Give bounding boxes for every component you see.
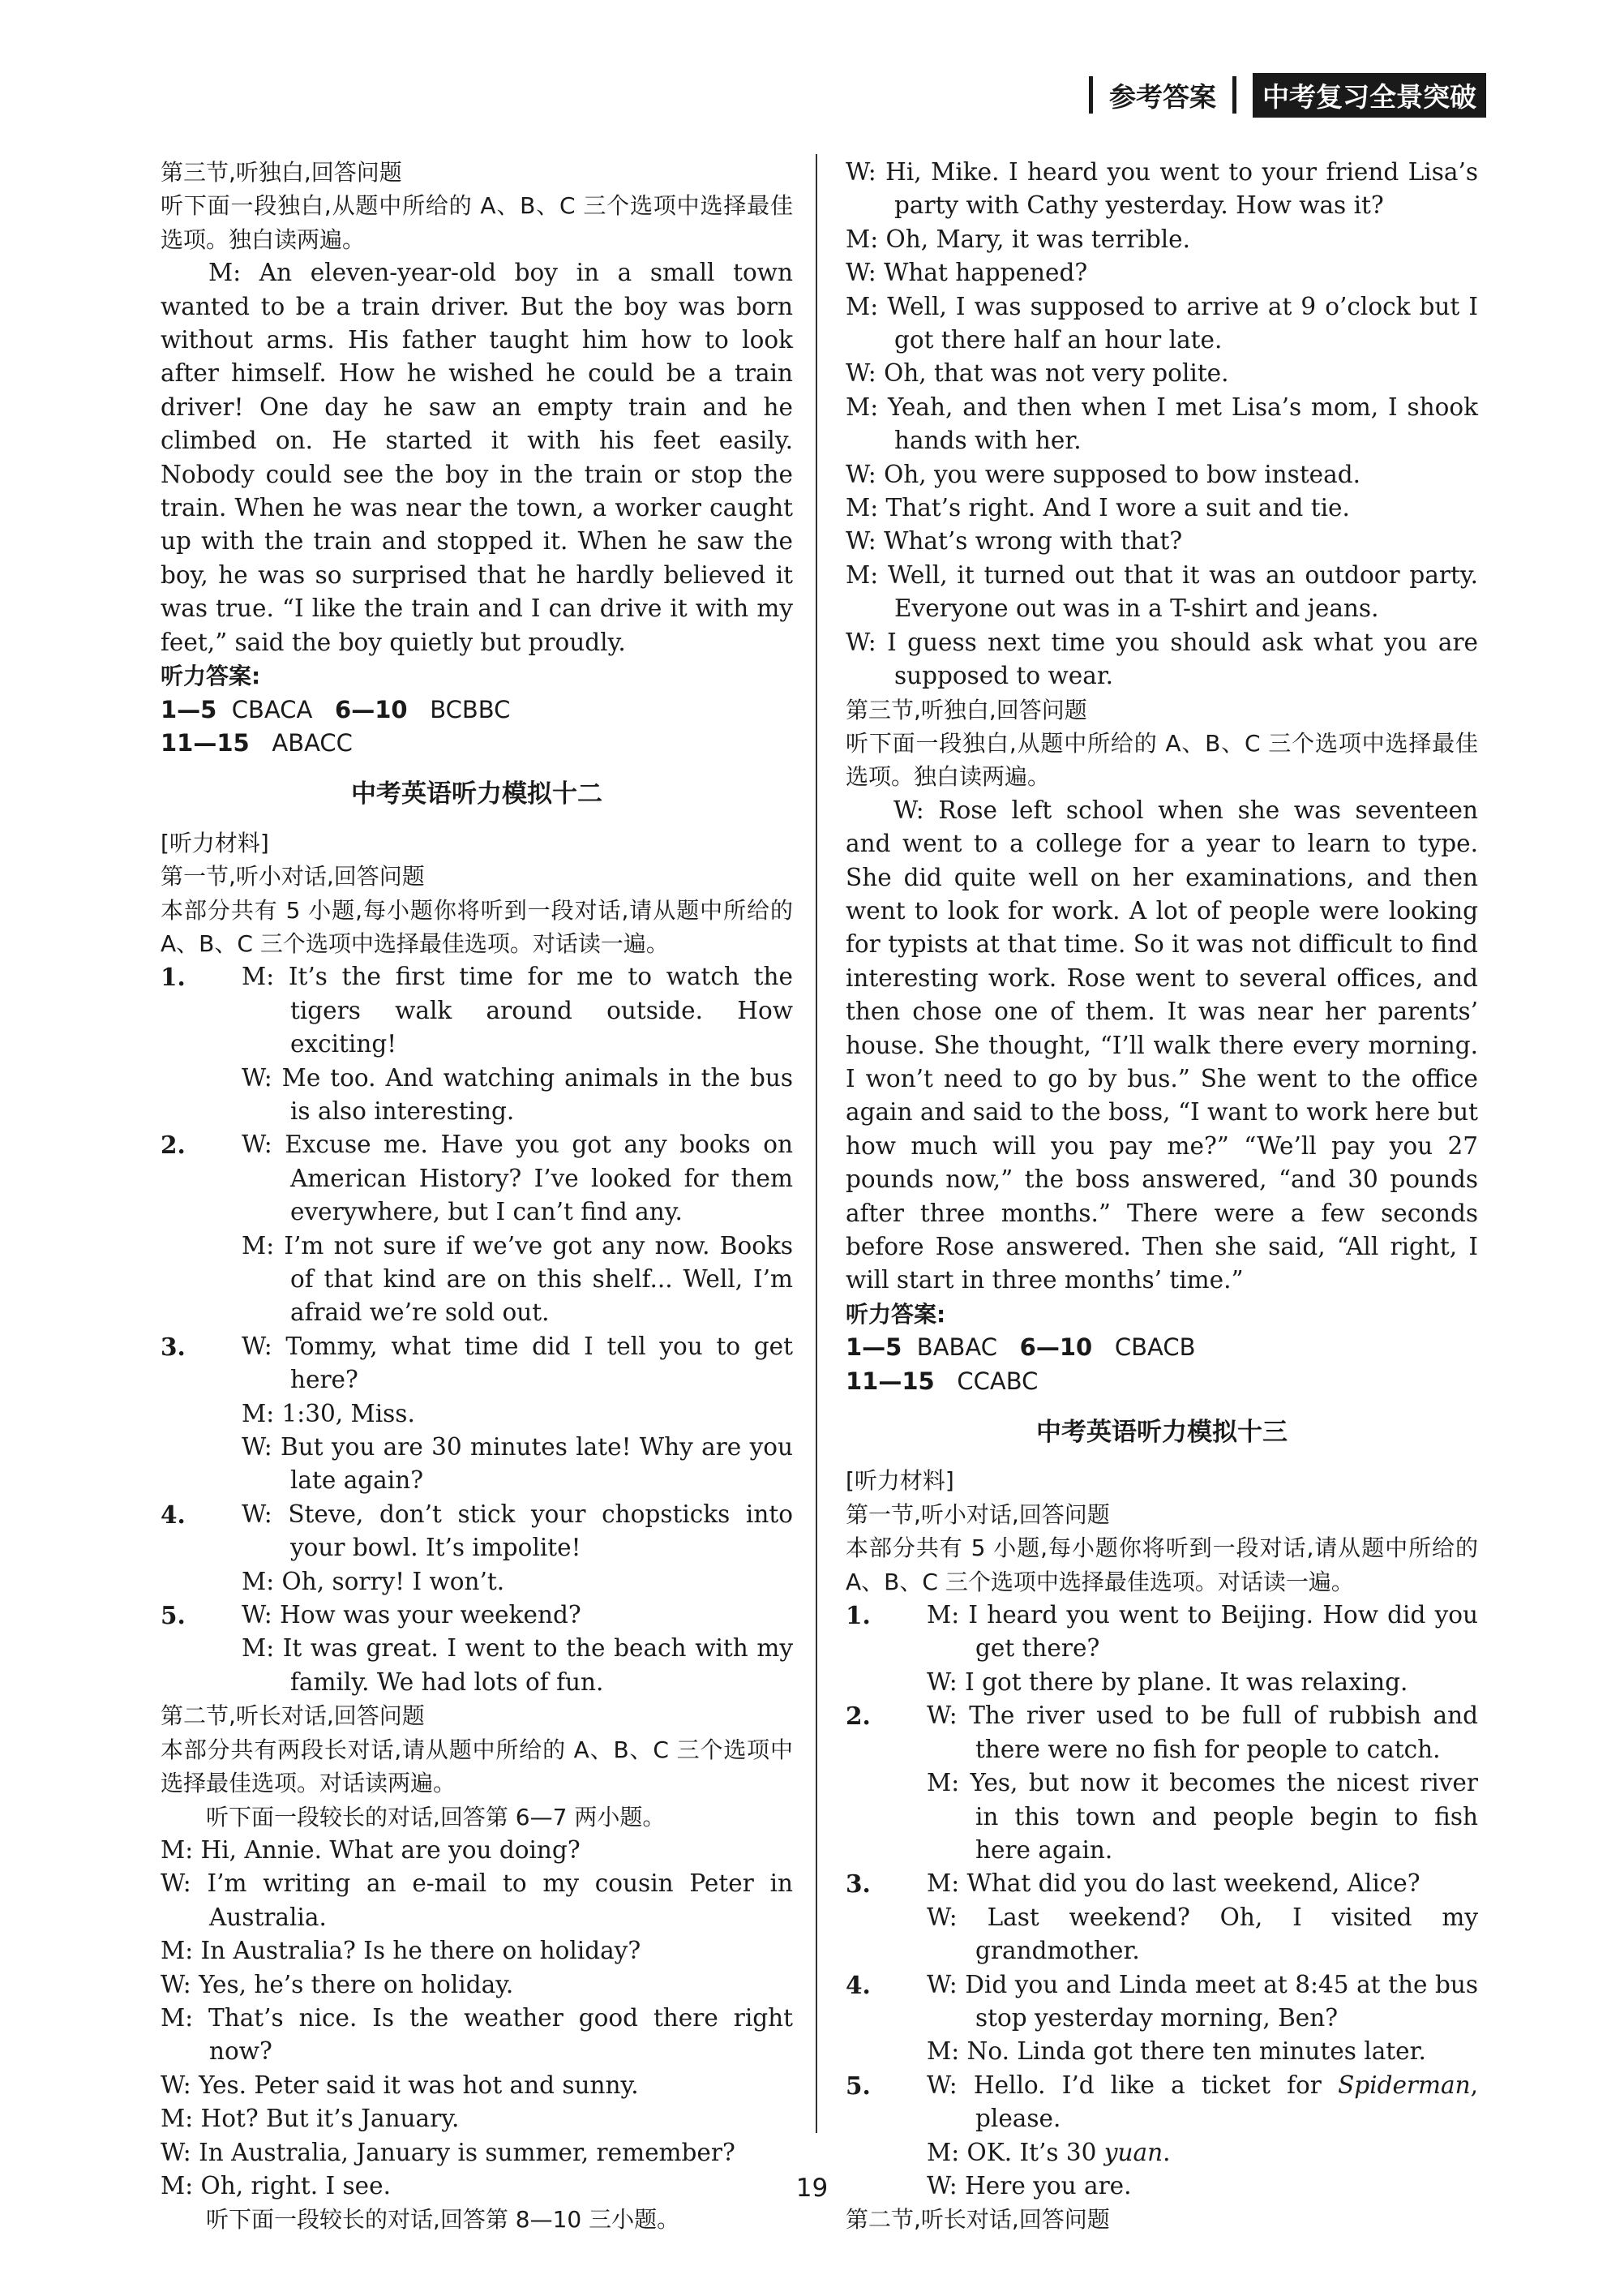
dialogue-line: W: I got there by plane. It was relaxing.: [927, 1667, 1408, 1696]
question-item: [846, 1867, 1478, 1968]
page-header: [1089, 75, 1486, 115]
dialogue-line: W: How was your weekend?: [242, 1601, 581, 1629]
dialogue-line: W: Tommy, what time did I tell you to get here?: [242, 1332, 793, 1394]
dialogue-line: M: 1:30, Miss.: [242, 1399, 415, 1427]
header-book-title: 中考复习全景突破: [1253, 73, 1486, 118]
dialogue-line: M: Yes, but now it becomes the nicest river in this town and people begin to fish here again.: [927, 1769, 1478, 1864]
answer-key: ABACC: [272, 728, 353, 757]
dialogue-line: M: What did you do last weekend, Alice?: [927, 1869, 1420, 1898]
answer-key: CBACB: [1114, 1333, 1196, 1362]
section-instructions: 本部分共有 5 小题,每小题你将听到一段对话,请从题中所给的 A、B、C 三个选项中选择最佳选项。对话读一遍。: [846, 1534, 1478, 1595]
question-number: 3.: [846, 1869, 871, 1899]
section-instructions: 听下面一段独白,从题中所给的 A、B、C 三个选项中选择最佳选项。独白读两遍。: [846, 729, 1478, 791]
section-heading: 第二节,听长对话,回答问题: [846, 2206, 1110, 2234]
section-heading: 第一节,听小对话,回答问题: [161, 863, 425, 891]
answer-range: 1—5: [161, 695, 217, 723]
section-instructions: 本部分共有两段长对话,请从题中所给的 A、B、C 三个选项中选择最佳选项。对话读两遍。: [161, 1736, 793, 1797]
header-divider: [1089, 76, 1093, 114]
column-divider: [816, 154, 817, 2133]
answer-line: [161, 693, 793, 727]
question-item: [846, 1699, 1478, 1867]
test-title: 中考英语听力模拟十三: [1036, 1418, 1288, 1448]
dialogue-text: , please.: [975, 2071, 1478, 2133]
answer-line: [846, 1331, 1478, 1364]
dialogue-line: M: Well, it turned out that it was an outdoor party. Everyone out was in a T-shirt and jeans.: [846, 560, 1478, 623]
question-item: [161, 1128, 793, 1329]
question-item: [161, 1498, 793, 1599]
dialogue-line: W: Hi, Mike. I heard you went to your friend Lisa’s party with Cathy yesterday. How was it?: [846, 158, 1478, 220]
dialogue-line: W: Me too. And watching animals in the bus is also interesting.: [242, 1063, 793, 1125]
question-number: 3.: [161, 1332, 186, 1361]
question-number: 4.: [161, 1500, 186, 1529]
section-heading: 第一节,听小对话,回答问题: [846, 1500, 1110, 1528]
test-title: 中考英语听力模拟十二: [351, 779, 602, 809]
dialogue-line: M: Well, I was supposed to arrive at 9 o’clock but I got there half an hour late.: [846, 292, 1478, 354]
header-divider: [1232, 76, 1236, 114]
dialogue-line: W: What happened?: [846, 259, 1088, 287]
question-item: [161, 960, 793, 1128]
dialogue-line: M: Yeah, and then when I met Lisa’s mom, I shook hands with her.: [846, 393, 1478, 455]
dialogue-instructions: 听下面一段较长的对话,回答第 6—7 两小题。: [206, 1803, 666, 1830]
dialogue-line: W: Excuse me. Have you got any books on American History? I’ve looked for them everywhere, but I can’t find any.: [242, 1131, 793, 1226]
dialogue-line: [927, 2136, 1478, 2170]
answer-key: BABAC: [916, 1333, 998, 1362]
answer-range: 11—15: [846, 1367, 935, 1395]
dialogue-line: W: Yes, he’s there on holiday.: [161, 1970, 514, 1998]
dialogue-line: M: Oh, Mary, it was terrible.: [846, 225, 1190, 253]
dialogue-line: W: But you are 30 minutes late! Why are you late again?: [242, 1433, 793, 1495]
answer-key: BCBBC: [430, 695, 511, 723]
dialogue-line: M: That’s nice. Is the weather good there right now?: [161, 2003, 793, 2066]
question-item: [161, 1599, 793, 1699]
answer-line: [846, 1365, 1478, 1398]
dialogue-line: M: No. Linda got there ten minutes later.: [927, 2037, 1426, 2066]
dialogue-line: W: In Australia, January is summer, remember?: [161, 2138, 735, 2166]
question-number: 1.: [846, 1601, 871, 1630]
material-label: [听力材料]: [846, 1467, 954, 1495]
dialogue-line: M: Hot? But it’s January.: [161, 2105, 460, 2133]
dialogue-line: [927, 2069, 1478, 2136]
dialogue-line: M: In Australia? Is he there on holiday?: [161, 1937, 641, 1965]
dialogue-line: M: It’s the first time for me to watch the tigers walk around outside. How exciting!: [242, 963, 793, 1058]
right-column: [846, 156, 1478, 2237]
movie-title: Spiderman: [1338, 2071, 1471, 2099]
dialogue-line: W: Oh, that was not very polite.: [846, 359, 1229, 388]
dialogue-line: W: I’m writing an e-mail to my cousin Peter in Australia.: [161, 1869, 793, 1931]
monologue-text: W: Rose left school when she was seventeen and went to a college for a year to learn to type. She did quite well on her examinations, and then went to look for work. A lot of people were looking for typists at that time. So it was not difficult to find interesting work. Rose went to several offices, and then chose one of them. It was near her parents’ house. She thought, “I’ll walk there every morning. I won’t need to go by bus.” She went to the office again and said to the boss, “I want to work here but how much will you pay me?” “We’ll pay you 27 pounds now,” the boss answered, “and 30 pounds after three months.” There were a few seconds before Rose answered. Then she said, “All right, I will start in three months’ time.”: [846, 796, 1478, 1294]
question-number: 4.: [846, 1970, 871, 1999]
answer-key: CBACA: [231, 695, 313, 723]
question-item: [846, 1599, 1478, 1699]
answer-range: 6—10: [1019, 1333, 1093, 1362]
material-label: [听力材料]: [161, 829, 269, 856]
question-number: 2.: [846, 1702, 871, 1731]
left-column: [161, 156, 793, 2237]
question-item: [161, 1330, 793, 1498]
dialogue-line: W: Last weekend? Oh, I visited my grandmother.: [927, 1903, 1478, 1965]
dialogue-text: W: Hello. I’d like a ticket for: [927, 2071, 1339, 2099]
answer-line: [161, 727, 793, 760]
answer-key: CCABC: [957, 1367, 1039, 1395]
question-number: 5.: [846, 2071, 871, 2100]
dialogue-text: M: OK. It’s 30: [927, 2138, 1104, 2166]
dialogue-line: W: Oh, you were supposed to bow instead.: [846, 460, 1360, 488]
dialogue-line: W: The river used to be full of rubbish and there were no fish for people to catch.: [927, 1702, 1478, 1763]
dialogue-instructions: 听下面一段较长的对话,回答第 8—10 三小题。: [206, 2206, 680, 2234]
answer-range: 6—10: [335, 695, 408, 723]
answer-label: 听力答案:: [161, 663, 261, 690]
dialogue-line: M: Oh, sorry! I won’t.: [242, 1567, 505, 1595]
section-heading: 第三节,听独白,回答问题: [161, 159, 402, 186]
section-heading: 第二节,听长对话,回答问题: [161, 1702, 425, 1730]
dialogue-line: M: Hi, Annie. What are you doing?: [161, 1835, 581, 1864]
page-number: 19: [795, 2174, 829, 2203]
monologue-text: M: An eleven-year-old boy in a small town wanted to be a train driver. But the boy was born without arms. His father taught him how to look after himself. How he wished he could be a train driver! One day he saw an empty train and he climbed on. He started it with his feet easily. Nobody could see the boy in the train or stop the train. When he was near the town, a worker caught up with the train and stopped it. When he saw the boy, he was so surprised that he hardly believed it was true. “I like the train and I can drive it with my feet,” said the boy quietly but proudly.: [161, 259, 793, 656]
section-instructions: 本部分共有 5 小题,每小题你将听到一段对话,请从题中所给的 A、B、C 三个选项中选择最佳选项。对话读一遍。: [161, 896, 793, 957]
dialogue-line: M: I’m not sure if we’ve got any now. Books of that kind are on this shelf... Well, I’m afraid we’re sold out.: [242, 1231, 793, 1327]
answer-label: 听力答案:: [846, 1300, 946, 1328]
dialogue-line: W: Yes. Peter said it was hot and sunny.: [161, 2071, 639, 2099]
section-instructions: 听下面一段独白,从题中所给的 A、B、C 三个选项中选择最佳选项。独白读两遍。: [161, 192, 793, 253]
answer-range: 1—5: [846, 1333, 902, 1362]
dialogue-line: M: It was great. I went to the beach with my family. We had lots of fun.: [242, 1634, 793, 1696]
dialogue-line: W: I guess next time you should ask what you are supposed to wear.: [846, 628, 1478, 690]
dialogue-line: W: Steve, don’t stick your chopsticks into your bowl. It’s impolite!: [242, 1500, 793, 1562]
question-number: 1.: [161, 963, 186, 992]
dialogue-line: W: Did you and Linda meet at 8:45 at the bus stop yesterday morning, Ben?: [927, 1970, 1478, 2032]
dialogue-text: .: [1163, 2138, 1171, 2166]
question-number: 5.: [161, 1601, 186, 1630]
header-section-label: 参考答案: [1109, 80, 1216, 113]
answer-range: 11—15: [161, 728, 250, 757]
dialogue-line: W: What’s wrong with that?: [846, 527, 1183, 556]
dialogue-line: M: Oh, right. I see.: [161, 2171, 391, 2200]
dialogue-line: W: Here you are.: [927, 2171, 1132, 2200]
currency-word: yuan: [1103, 2138, 1163, 2166]
section-heading: 第三节,听独白,回答问题: [846, 696, 1087, 723]
question-item: [846, 1968, 1478, 2069]
dialogue-line: M: I heard you went to Beijing. How did you get there?: [927, 1601, 1478, 1663]
dialogue-line: M: That’s right. And I wore a suit and tie.: [846, 494, 1350, 522]
question-number: 2.: [161, 1131, 186, 1160]
